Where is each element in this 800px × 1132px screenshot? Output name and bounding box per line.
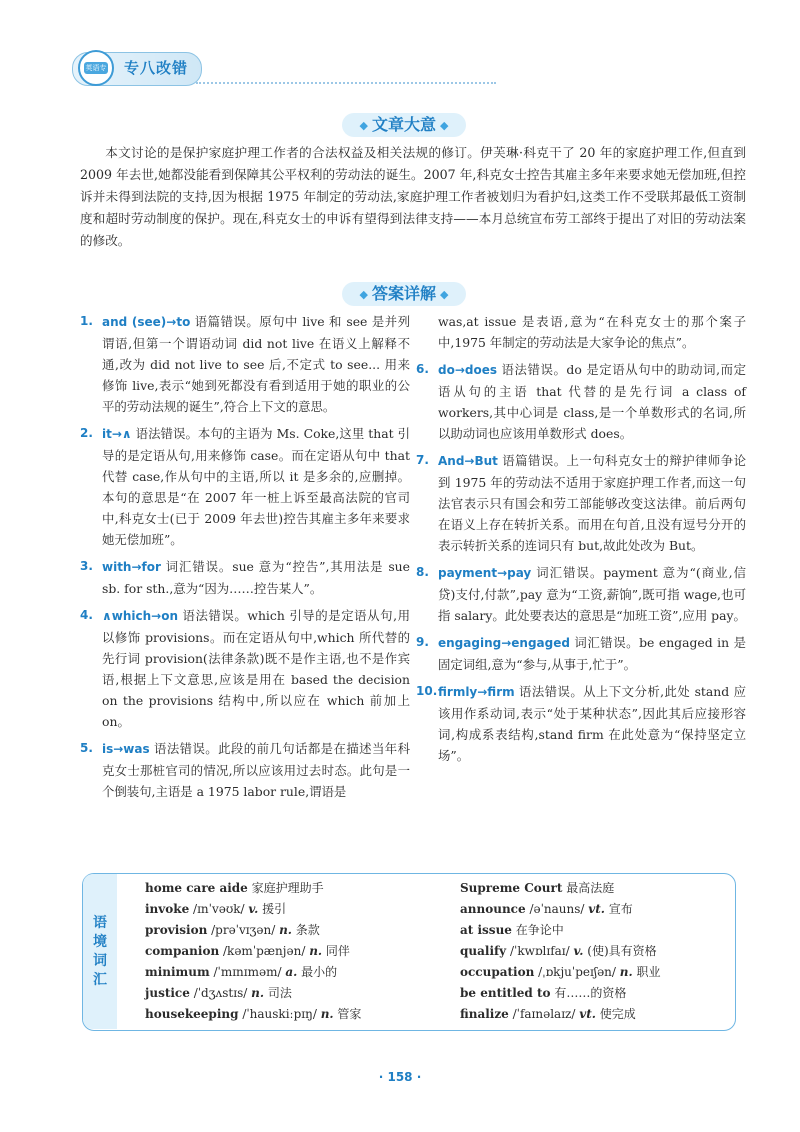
summary-text: 本文讨论的是保护家庭护理工作者的合法权益及相关法规的修订。伊芙琳·科克干了 20 年的家庭护理工作,但直到 2009 年去世,她都没能看到保障其公平权利的劳动法的诞生。2007 年,科克女士控告其雇主多年来要求她无偿加班,但控诉并未得到法院的支持,因为根据 1975 年制定的劳动法,家庭护理工作者被划归为看护妇,这类工作不受联邦最低工资制度和超时劳动制度的保护。现在,科克女士的申诉有望得到法律支持——本月总统宣布劳工部终于提出了对旧的劳动法案的修改。: [80, 145, 746, 248]
page-number: · 158 ·: [378, 1070, 422, 1084]
vocab-meaning: 援引: [258, 902, 287, 916]
vocab-phonetic: /prəˈvɪʒən/: [207, 923, 280, 937]
answer-item: [80, 423, 410, 550]
vocab-phonetic: /ˈfaɪnəlaɪz/: [508, 1007, 580, 1021]
answer-explanation: 语法错误。此段的前几句话都是在描述当年科克女士那桩官司的情况,所以应该用过去时态。此句是一个倒装句,主语是 a 1975 labor rule,谓语是: [102, 741, 410, 799]
vocab-word: housekeeping: [145, 1007, 239, 1021]
vocab-entry: [460, 1006, 636, 1022]
vocab-meaning: 在争论中: [511, 923, 564, 937]
vocab-word: home care aide: [145, 881, 248, 895]
vocab-entry: [145, 1006, 361, 1022]
answer-correction: payment→pay: [438, 566, 532, 580]
vocab-phonetic: /kəmˈpænjən/: [219, 944, 310, 958]
vocab-entry: [145, 922, 320, 938]
answers-right-column: [416, 311, 746, 772]
vocab-word: be entitled to: [460, 986, 551, 1000]
vocab-word: qualify: [460, 944, 507, 958]
vocab-word: provision: [145, 923, 208, 937]
diamond-icon: ◆: [440, 118, 449, 132]
summary-paragraph: [80, 142, 746, 252]
answer-item: [416, 681, 746, 766]
vocab-phonetic: /ˈmɪnɪməm/: [209, 965, 286, 979]
vocab-entry: [145, 943, 350, 959]
answer-explanation: 语法错误。从上下文分析,此处 stand 应该用作系动词,表示“处于某种状态”,因此其后应接形容词,构成系表结构,stand firm 在此处意为“保持坚定立场”。: [438, 684, 746, 763]
summary-title-pill: [342, 113, 466, 137]
answer-number: 10.: [416, 684, 438, 698]
vocab-entry: [460, 880, 614, 896]
vocab-meaning: 职业: [632, 965, 661, 979]
book-logo-icon: [78, 50, 114, 86]
diamond-icon: ◆: [359, 287, 368, 301]
answer-item: [80, 311, 410, 417]
vocabulary-tab-label: 语境词汇: [93, 915, 107, 988]
vocab-meaning: 同伴: [322, 944, 350, 958]
vocab-meaning: 家庭护理助手: [247, 881, 324, 895]
vocab-phonetic: /ˈdʒʌstɪs/: [189, 986, 252, 1000]
answer-correction: and (see)→to: [102, 315, 191, 329]
answer-explanation: 词汇错误。sue 意为“控告”,其用法是 sue sb. for sth.,意为“因为……控告某人”。: [102, 559, 410, 596]
answer-correction: it→∧: [102, 427, 132, 441]
vocab-meaning: 最小的: [297, 965, 338, 979]
answer-item: [416, 632, 746, 675]
answer-explanation: 语法错误。本句的主语为 Ms. Coke,这里 that 引导的是定语从句,用来修饰 case。而在定语从句中 that 代替 case,作从句中的主语,所以 it 是多余的,应删掉。本句的意思是“在 2007 年一桩上诉至最高法院的官司中,科克女士(已于 2009 年去世)控告其雇主多年来要求她无偿加班”。: [102, 426, 410, 547]
answer-item: [80, 605, 410, 732]
vocab-part-of-speech: vt.: [588, 902, 605, 916]
vocab-part-of-speech: n.: [309, 944, 323, 958]
logo-text: 英语专八: [85, 64, 107, 84]
answer-number: 4.: [80, 608, 93, 622]
answer-correction: is→was: [102, 742, 150, 756]
vocabulary-tab: [83, 874, 117, 1029]
vocab-phonetic: /ˈkwɒlɪfaɪ/: [506, 944, 574, 958]
vocab-entry: [145, 964, 337, 980]
vocab-phonetic: /əˈnauns/: [525, 902, 589, 916]
vocab-word: minimum: [145, 965, 210, 979]
summary-title: 文章大意: [371, 115, 436, 134]
answers-left-column: [80, 311, 410, 808]
answer-item: [416, 450, 746, 556]
vocab-part-of-speech: v.: [248, 902, 259, 916]
vocab-word: Supreme Court: [460, 881, 563, 895]
answers-title: 答案详解: [371, 284, 436, 303]
answer-number: 2.: [80, 426, 93, 440]
vocab-word: at issue: [460, 923, 512, 937]
answers-title-pill: [342, 282, 466, 306]
vocab-phonetic: /ˌɒkjuˈpeɪʃən/: [534, 965, 620, 979]
vocab-phonetic: /ˈhauskiːpɪŋ/: [238, 1007, 321, 1021]
vocab-word: finalize: [460, 1007, 509, 1021]
diamond-icon: ◆: [359, 118, 368, 132]
vocab-part-of-speech: v.: [573, 944, 584, 958]
vocab-entry: [460, 985, 626, 1001]
answer-item: [416, 562, 746, 626]
answer-number: 6.: [416, 362, 429, 376]
vocab-entry: [460, 943, 657, 959]
vocab-entry: [460, 901, 633, 917]
vocab-phonetic: /ɪnˈvəʊk/: [189, 902, 249, 916]
vocab-part-of-speech: n.: [251, 986, 265, 1000]
answer-explanation: 语法错误。do 是定语从句中的助动词,而定语从句的主语 that 代替的是先行词 a class of workers,其中心词是 class,是一个单数形式的名词,所以助动词也应该用单数形式 does。: [438, 362, 746, 441]
vocab-word: justice: [145, 986, 190, 1000]
answer-correction: ∧which→on: [102, 609, 178, 623]
vocab-meaning: 有……的资格: [550, 986, 627, 1000]
answer-item: [80, 556, 410, 599]
vocab-meaning: (使)具有资格: [583, 944, 657, 958]
diamond-icon: ◆: [440, 287, 449, 301]
answer-number: 3.: [80, 559, 93, 573]
answer-number: 1.: [80, 314, 93, 328]
answer-explanation: 语篇错误。上一句科克女士的辩护律师争论到 1975 年的劳动法不适用于家庭护理工作者,而这一句法官表示只有国会和劳工部能够改变这法律。前后两句在语义上存在转折关系。而用在句首,且没有逗号分开的表示转折关系的连词只有 but,故此处改为 But。: [438, 453, 746, 553]
vocab-entry: [460, 922, 564, 938]
answer-item: [80, 738, 410, 802]
answer-number: 8.: [416, 565, 429, 579]
vocab-entry: [145, 901, 286, 917]
answer-correction: with→for: [102, 560, 161, 574]
vocab-meaning: 宣布: [604, 902, 633, 916]
vocab-part-of-speech: vt.: [579, 1007, 596, 1021]
answer-number: 9.: [416, 635, 429, 649]
vocab-part-of-speech: a.: [285, 965, 298, 979]
header-divider: [196, 82, 496, 84]
answer-explanation: 词汇错误。payment 意为“(商业,信贷)支付,付款”,pay 意为“工资,薪饷”,既可指 wage,也可指 salary。此处要表达的意思是“加班工资”,应用 pay。: [438, 565, 746, 623]
answer-number: 5.: [80, 741, 93, 755]
answer-correction: And→But: [438, 454, 498, 468]
vocab-word: companion: [145, 944, 220, 958]
vocab-word: invoke: [145, 902, 190, 916]
answer-correction: engaging→engaged: [438, 636, 570, 650]
answer-explanation: 词汇错误。be engaged in 是固定词组,意为“参与,从事于,忙于”。: [438, 635, 746, 672]
answer-continuation: was,at issue 是表语,意为“在科克女士的那个案子中,1975 年制定的劳动法是大家争论的焦点”。: [438, 314, 746, 350]
vocab-meaning: 司法: [264, 986, 292, 1000]
vocab-part-of-speech: n.: [320, 1007, 334, 1021]
vocab-meaning: 使完成: [595, 1007, 636, 1021]
vocab-entry: [145, 985, 292, 1001]
answer-explanation: 语法错误。which 引导的是定语从句,用以修饰 provisions。而在定语从句中,which 所代替的先行词 provision(法律条款)既不是作主语,也不是作宾语,根据上下文意思,应该是用在 based the decision on the provisions 结构中,所以应在 which 前加上 on。: [102, 608, 410, 729]
vocab-part-of-speech: n.: [279, 923, 292, 937]
vocab-entry: [145, 880, 324, 896]
answer-number: 7.: [416, 453, 429, 467]
vocab-word: announce: [460, 902, 526, 916]
vocab-meaning: 管家: [333, 1007, 362, 1021]
vocab-part-of-speech: n.: [619, 965, 633, 979]
answer-correction: do→does: [438, 363, 498, 377]
answer-correction: firmly→firm: [438, 685, 515, 699]
answer-item: [416, 359, 746, 444]
vocab-meaning: 最高法庭: [562, 881, 615, 895]
vocab-meaning: 条款: [291, 923, 320, 937]
vocab-word: occupation: [460, 965, 535, 979]
vocab-entry: [460, 964, 661, 980]
section-header-title: 专八改错: [124, 59, 189, 77]
answer-explanation: 语篇错误。原句中 live 和 see 是并列谓语,但第一个谓语动词 did not live 在语义上解释不通,改为 did not live to see 后,不定式 to see... 用来修饰 live,表示“她到死都没有看到适用于她的职业的公平的劳动法规的诞生”,符合上下文的意思。: [102, 314, 410, 414]
vocabulary-box: [82, 873, 736, 1031]
